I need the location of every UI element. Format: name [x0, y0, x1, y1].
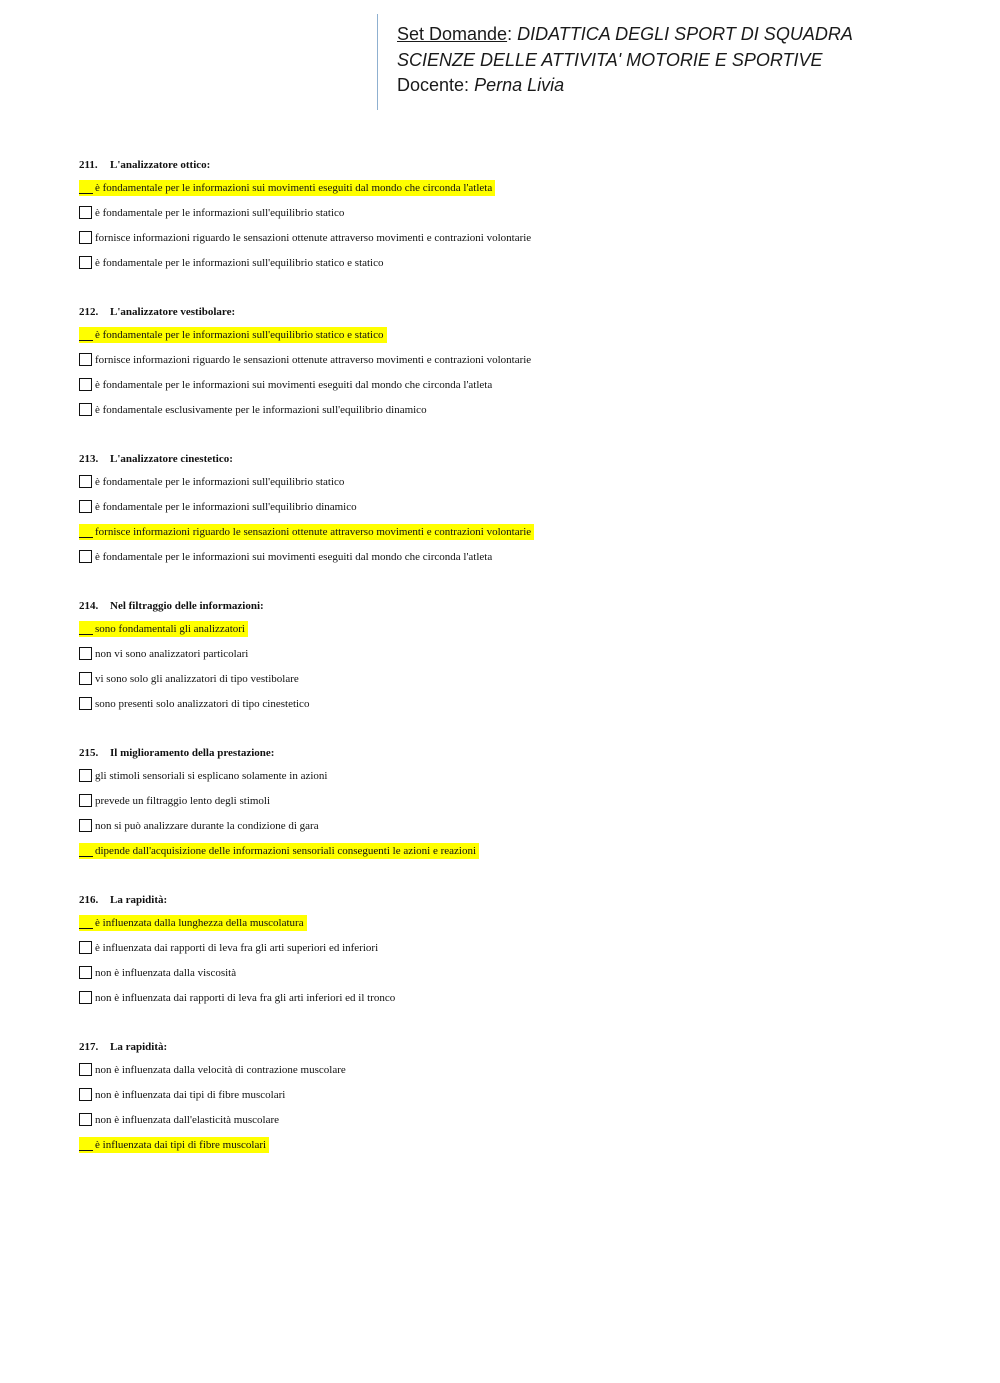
- answer-option[interactable]: [79, 768, 959, 793]
- checkbox[interactable]: [79, 966, 92, 979]
- document-header: [377, 14, 977, 110]
- answer-option[interactable]: [79, 1112, 959, 1137]
- option-text: è fondamentale per le informazioni sull'equilibrio statico: [95, 207, 345, 219]
- option-row: [79, 770, 329, 782]
- question-212: [79, 304, 959, 427]
- option-text: non è influenzata dalla velocità di contrazione muscolare: [95, 1064, 346, 1076]
- option-text: è fondamentale per le informazioni sull'equilibrio statico e statico: [95, 257, 384, 269]
- highlight: [79, 180, 495, 196]
- question-215: [79, 745, 959, 868]
- option-text: non è influenzata dall'elasticità muscolare: [95, 1114, 280, 1126]
- question-216: [79, 892, 959, 1015]
- question-title: [79, 598, 959, 614]
- answer-option-correct[interactable]: [79, 524, 959, 549]
- answer-option-correct[interactable]: [79, 621, 959, 646]
- option-text: sono presenti solo analizzatori di tipo cinestetico: [95, 698, 310, 710]
- highlight: [79, 1137, 269, 1153]
- question-number: 213.: [79, 453, 99, 465]
- subject-title: DIDATTICA DEGLI SPORT DI SQUADRA: [517, 24, 853, 44]
- question-text: L'analizzatore ottico:: [110, 159, 211, 171]
- option-row: [79, 404, 428, 416]
- option-text: fornisce informazioni riguardo le sensazioni ottenute attraverso movimenti e contrazioni volontarie: [95, 526, 532, 538]
- checkbox[interactable]: [79, 475, 92, 488]
- answer-option-correct[interactable]: [79, 1137, 959, 1162]
- question-title: [79, 892, 959, 908]
- checkbox[interactable]: [79, 181, 93, 194]
- option-text: vi sono solo gli analizzatori di tipo vestibolare: [95, 673, 299, 685]
- question-title: [79, 157, 959, 173]
- checkbox[interactable]: [79, 941, 92, 954]
- option-text: è influenzata dai tipi di fibre muscolari: [95, 1139, 267, 1151]
- checkbox[interactable]: [79, 353, 92, 366]
- option-text: non è influenzata dai tipi di fibre muscolari: [95, 1089, 286, 1101]
- option-text: è fondamentale per le informazioni sull'equilibrio dinamico: [95, 501, 357, 513]
- question-211: [79, 157, 959, 280]
- answer-option[interactable]: [79, 671, 959, 696]
- set-line: [397, 14, 977, 48]
- checkbox[interactable]: [79, 819, 92, 832]
- checkbox[interactable]: [79, 1113, 92, 1126]
- option-text: non è influenzata dai rapporti di leva fra gli arti inferiori ed il tronco: [95, 992, 396, 1004]
- option-row: [79, 967, 237, 979]
- answer-option[interactable]: [79, 646, 959, 671]
- option-row: [79, 232, 532, 244]
- question-number: 217.: [79, 1041, 99, 1053]
- checkbox[interactable]: [79, 231, 92, 244]
- question-number: 216.: [79, 894, 99, 906]
- option-text: è influenzata dalla lunghezza della muscolatura: [95, 917, 304, 929]
- option-text: non vi sono analizzatori particolari: [95, 648, 249, 660]
- question-text: Nel filtraggio delle informazioni:: [110, 600, 264, 612]
- highlight: [79, 843, 479, 859]
- question-text: L'analizzatore vestibolare:: [110, 306, 236, 318]
- question-title: [79, 1039, 959, 1055]
- checkbox[interactable]: [79, 500, 92, 513]
- question-title: [79, 304, 959, 320]
- checkbox[interactable]: [79, 206, 92, 219]
- checkbox[interactable]: [79, 769, 92, 782]
- highlight: [79, 327, 387, 343]
- checkbox[interactable]: [79, 1063, 92, 1076]
- question-text: Il miglioramento della prestazione:: [110, 747, 275, 759]
- answer-option[interactable]: [79, 499, 959, 524]
- question-text: L'analizzatore cinestetico:: [110, 453, 233, 465]
- option-row: [79, 648, 249, 660]
- question-number: 212.: [79, 306, 99, 318]
- answer-option-correct[interactable]: [79, 180, 959, 205]
- answer-option[interactable]: [79, 474, 959, 499]
- set-colon: :: [507, 24, 513, 44]
- answer-option[interactable]: [79, 1087, 959, 1112]
- checkbox[interactable]: [79, 403, 92, 416]
- option-text: non è influenzata dalla viscosità: [95, 967, 237, 979]
- option-row: [79, 698, 310, 710]
- checkbox[interactable]: [79, 525, 93, 538]
- option-row: [79, 992, 396, 1004]
- answer-option[interactable]: [79, 549, 959, 574]
- answer-option[interactable]: [79, 818, 959, 843]
- checkbox[interactable]: [79, 550, 92, 563]
- option-row: [79, 379, 493, 391]
- question-number: 215.: [79, 747, 99, 759]
- answer-option[interactable]: [79, 377, 959, 402]
- question-title: [79, 451, 959, 467]
- option-row: [79, 207, 345, 219]
- highlight: [79, 621, 248, 637]
- answer-option[interactable]: [79, 965, 959, 990]
- answer-option-correct[interactable]: [79, 327, 959, 352]
- answer-option[interactable]: [79, 1062, 959, 1087]
- question-list: [79, 157, 959, 1186]
- question-title: [79, 745, 959, 761]
- option-text: è fondamentale per le informazioni sull'equilibrio statico: [95, 476, 345, 488]
- option-row: [79, 476, 345, 488]
- option-text: è fondamentale per le informazioni sull'equilibrio statico e statico: [95, 329, 384, 341]
- highlight: [79, 524, 534, 540]
- teacher-line: [397, 73, 977, 99]
- option-text: sono fondamentali gli analizzatori: [95, 623, 245, 635]
- option-text: è influenzata dai rapporti di leva fra gli arti superiori ed inferiori: [95, 942, 379, 954]
- answer-option[interactable]: [79, 402, 959, 427]
- answer-option[interactable]: [79, 230, 959, 255]
- answer-option[interactable]: [79, 940, 959, 965]
- checkbox[interactable]: [79, 844, 93, 857]
- option-text: fornisce informazioni riguardo le sensazioni ottenute attraverso movimenti e contrazioni volontarie: [95, 232, 532, 244]
- answer-option-correct[interactable]: [79, 843, 959, 868]
- course-title: SCIENZE DELLE ATTIVITA' MOTORIE E SPORTIVE: [397, 49, 823, 70]
- teacher-label: Docente:: [397, 75, 470, 95]
- checkbox[interactable]: [79, 328, 93, 341]
- option-row: [79, 795, 271, 807]
- option-row: [79, 942, 379, 954]
- option-row: [79, 551, 493, 563]
- checkbox[interactable]: [79, 622, 93, 635]
- checkbox[interactable]: [79, 256, 92, 269]
- option-row: [79, 820, 320, 832]
- option-row: [79, 673, 300, 685]
- answer-option-correct[interactable]: [79, 915, 959, 940]
- question-214: [79, 598, 959, 721]
- option-row: [79, 1114, 280, 1126]
- option-text: è fondamentale per le informazioni sui movimenti eseguiti dal mondo che circonda l'atleta: [95, 379, 493, 391]
- question-number: 211.: [79, 159, 98, 171]
- highlight: [79, 915, 307, 931]
- option-text: prevede un filtraggio lento degli stimoli: [95, 795, 271, 807]
- answer-option[interactable]: [79, 696, 959, 721]
- option-text: dipende dall'acquisizione delle informazioni sensoriali conseguenti le azioni e reazioni: [95, 845, 477, 857]
- option-row: [79, 1089, 286, 1101]
- checkbox[interactable]: [79, 794, 92, 807]
- checkbox[interactable]: [79, 991, 92, 1004]
- option-text: è fondamentale per le informazioni sui movimenti eseguiti dal mondo che circonda l'atleta: [95, 182, 493, 194]
- answer-option[interactable]: [79, 793, 959, 818]
- checkbox[interactable]: [79, 378, 92, 391]
- option-row: [79, 1064, 347, 1076]
- checkbox[interactable]: [79, 672, 92, 685]
- option-text: è fondamentale per le informazioni sui movimenti eseguiti dal mondo che circonda l'atleta: [95, 551, 493, 563]
- checkbox[interactable]: [79, 916, 93, 929]
- checkbox[interactable]: [79, 697, 92, 710]
- question-number: 214.: [79, 600, 99, 612]
- option-text: non si può analizzare durante la condizione di gara: [95, 820, 319, 832]
- question-text: La rapidità:: [110, 1041, 168, 1053]
- answer-option[interactable]: [79, 990, 959, 1015]
- option-text: fornisce informazioni riguardo le sensazioni ottenute attraverso movimenti e contrazioni volontarie: [95, 354, 532, 366]
- question-213: [79, 451, 959, 574]
- answer-option[interactable]: [79, 205, 959, 230]
- option-row: [79, 257, 385, 269]
- checkbox[interactable]: [79, 1088, 92, 1101]
- option-row: [79, 501, 358, 513]
- question-217: [79, 1039, 959, 1162]
- answer-option[interactable]: [79, 255, 959, 280]
- set-label: Set Domande: [397, 24, 508, 44]
- question-text: La rapidità:: [110, 894, 168, 906]
- option-row: [79, 354, 532, 366]
- option-text: gli stimoli sensoriali si esplicano solamente in azioni: [95, 770, 328, 782]
- checkbox[interactable]: [79, 1138, 93, 1151]
- answer-option[interactable]: [79, 352, 959, 377]
- teacher-name: Perna Livia: [474, 75, 565, 95]
- option-text: è fondamentale esclusivamente per le informazioni sull'equilibrio dinamico: [95, 404, 427, 416]
- checkbox[interactable]: [79, 647, 92, 660]
